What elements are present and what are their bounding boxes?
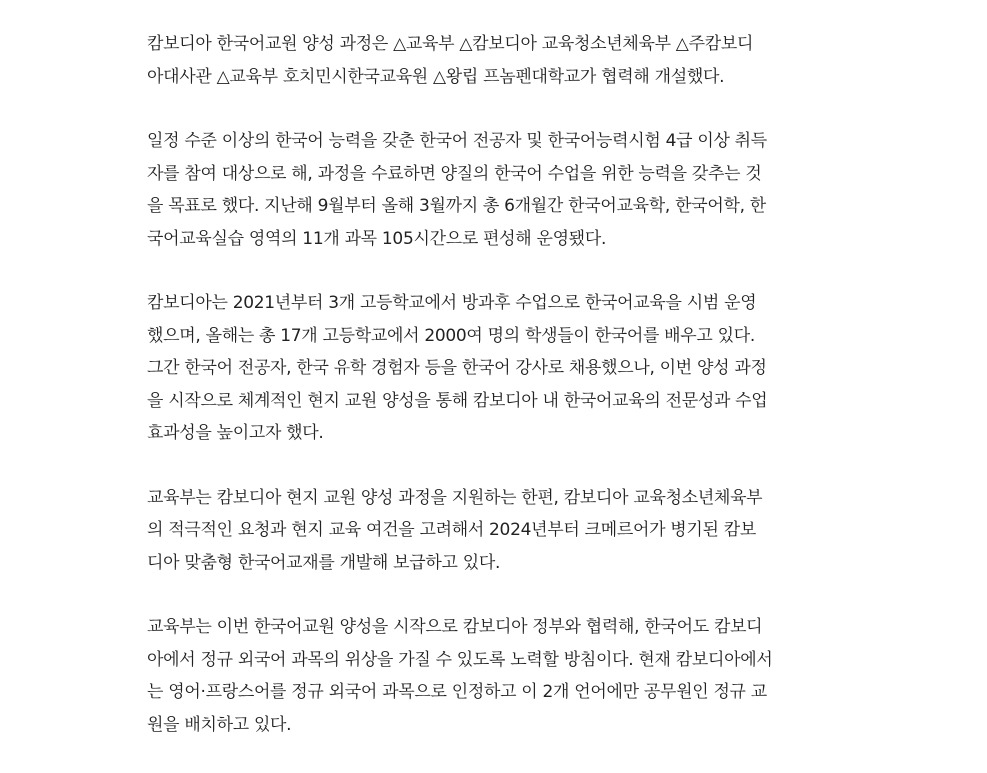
text-line: 캄보디아는 2021년부터 3개 고등학교에서 방과후 수업으로 한국어교육을 시범 운영 xyxy=(147,293,757,313)
text-line: 자를 참여 대상으로 해, 과정을 수료하면 양질의 한국어 수업을 위한 능력을 갖추는 것 xyxy=(147,163,762,184)
text-line: 아에서 정규 외국어 과목의 위상을 가질 수 있도록 노력할 방침이다. 현재 캄보디아에서 xyxy=(147,649,773,670)
article-paragraph xyxy=(147,125,827,255)
text-line: 교육부는 캄보디아 현지 교원 양성 과정을 지원하는 한편, 캄보디아 교육청소년체육부 xyxy=(147,487,763,508)
text-line: 는 영어·프랑스어를 정규 외국어 과목으로 인정하고 이 2개 언어에만 공무원인 정규 교 xyxy=(147,682,767,702)
article-body xyxy=(147,28,827,773)
text-line: 을 목표로 했다. 지난해 9월부터 올해 3월까지 총 6개월간 한국어교육학, 한국어학, 한 xyxy=(147,196,766,216)
text-line: 했으며, 올해는 총 17개 고등학교에서 2000여 명의 학생들이 한국어를 배우고 있다. xyxy=(147,325,756,346)
text-line: 캄보디아 한국어교원 양성 과정은 △교육부 △캄보디아 교육청소년체육부 △주캄보디 xyxy=(147,34,754,54)
article-paragraph xyxy=(147,611,827,741)
text-line: 디아 맞춤형 한국어교재를 개발해 보급하고 있다. xyxy=(147,552,501,573)
text-line: 원을 배치하고 있다. xyxy=(147,714,292,735)
text-line: 을 시작으로 체계적인 현지 교원 양성을 통해 캄보디아 내 한국어교육의 전문성과 수업 xyxy=(147,390,768,411)
text-line: 일정 수준 이상의 한국어 능력을 갖춘 한국어 전공자 및 한국어능력시험 4급 이상 취득 xyxy=(147,131,767,151)
article-paragraph xyxy=(147,287,827,450)
text-line: 효과성을 높이고자 했다. xyxy=(147,423,324,443)
text-line: 아대사관 △교육부 호치민시한국교육원 △왕립 프놈펜대학교가 협력해 개설했다. xyxy=(147,66,725,87)
text-line: 국어교육실습 영역의 11개 과목 105시간으로 편성해 운영됐다. xyxy=(147,228,607,249)
article-paragraph xyxy=(147,28,827,93)
text-line: 교육부는 이번 한국어교원 양성을 시작으로 캄보디아 정부와 협력해, 한국어도 캄보디 xyxy=(147,617,763,637)
text-line: 그간 한국어 전공자, 한국 유학 경험자 등을 한국어 강사로 채용했으나, 이번 양성 과정 xyxy=(147,358,767,378)
text-line: 의 적극적인 요청과 현지 교육 여건을 고려해서 2024년부터 크메르어가 병기된 캄보 xyxy=(147,520,757,540)
article-paragraph xyxy=(147,482,827,580)
